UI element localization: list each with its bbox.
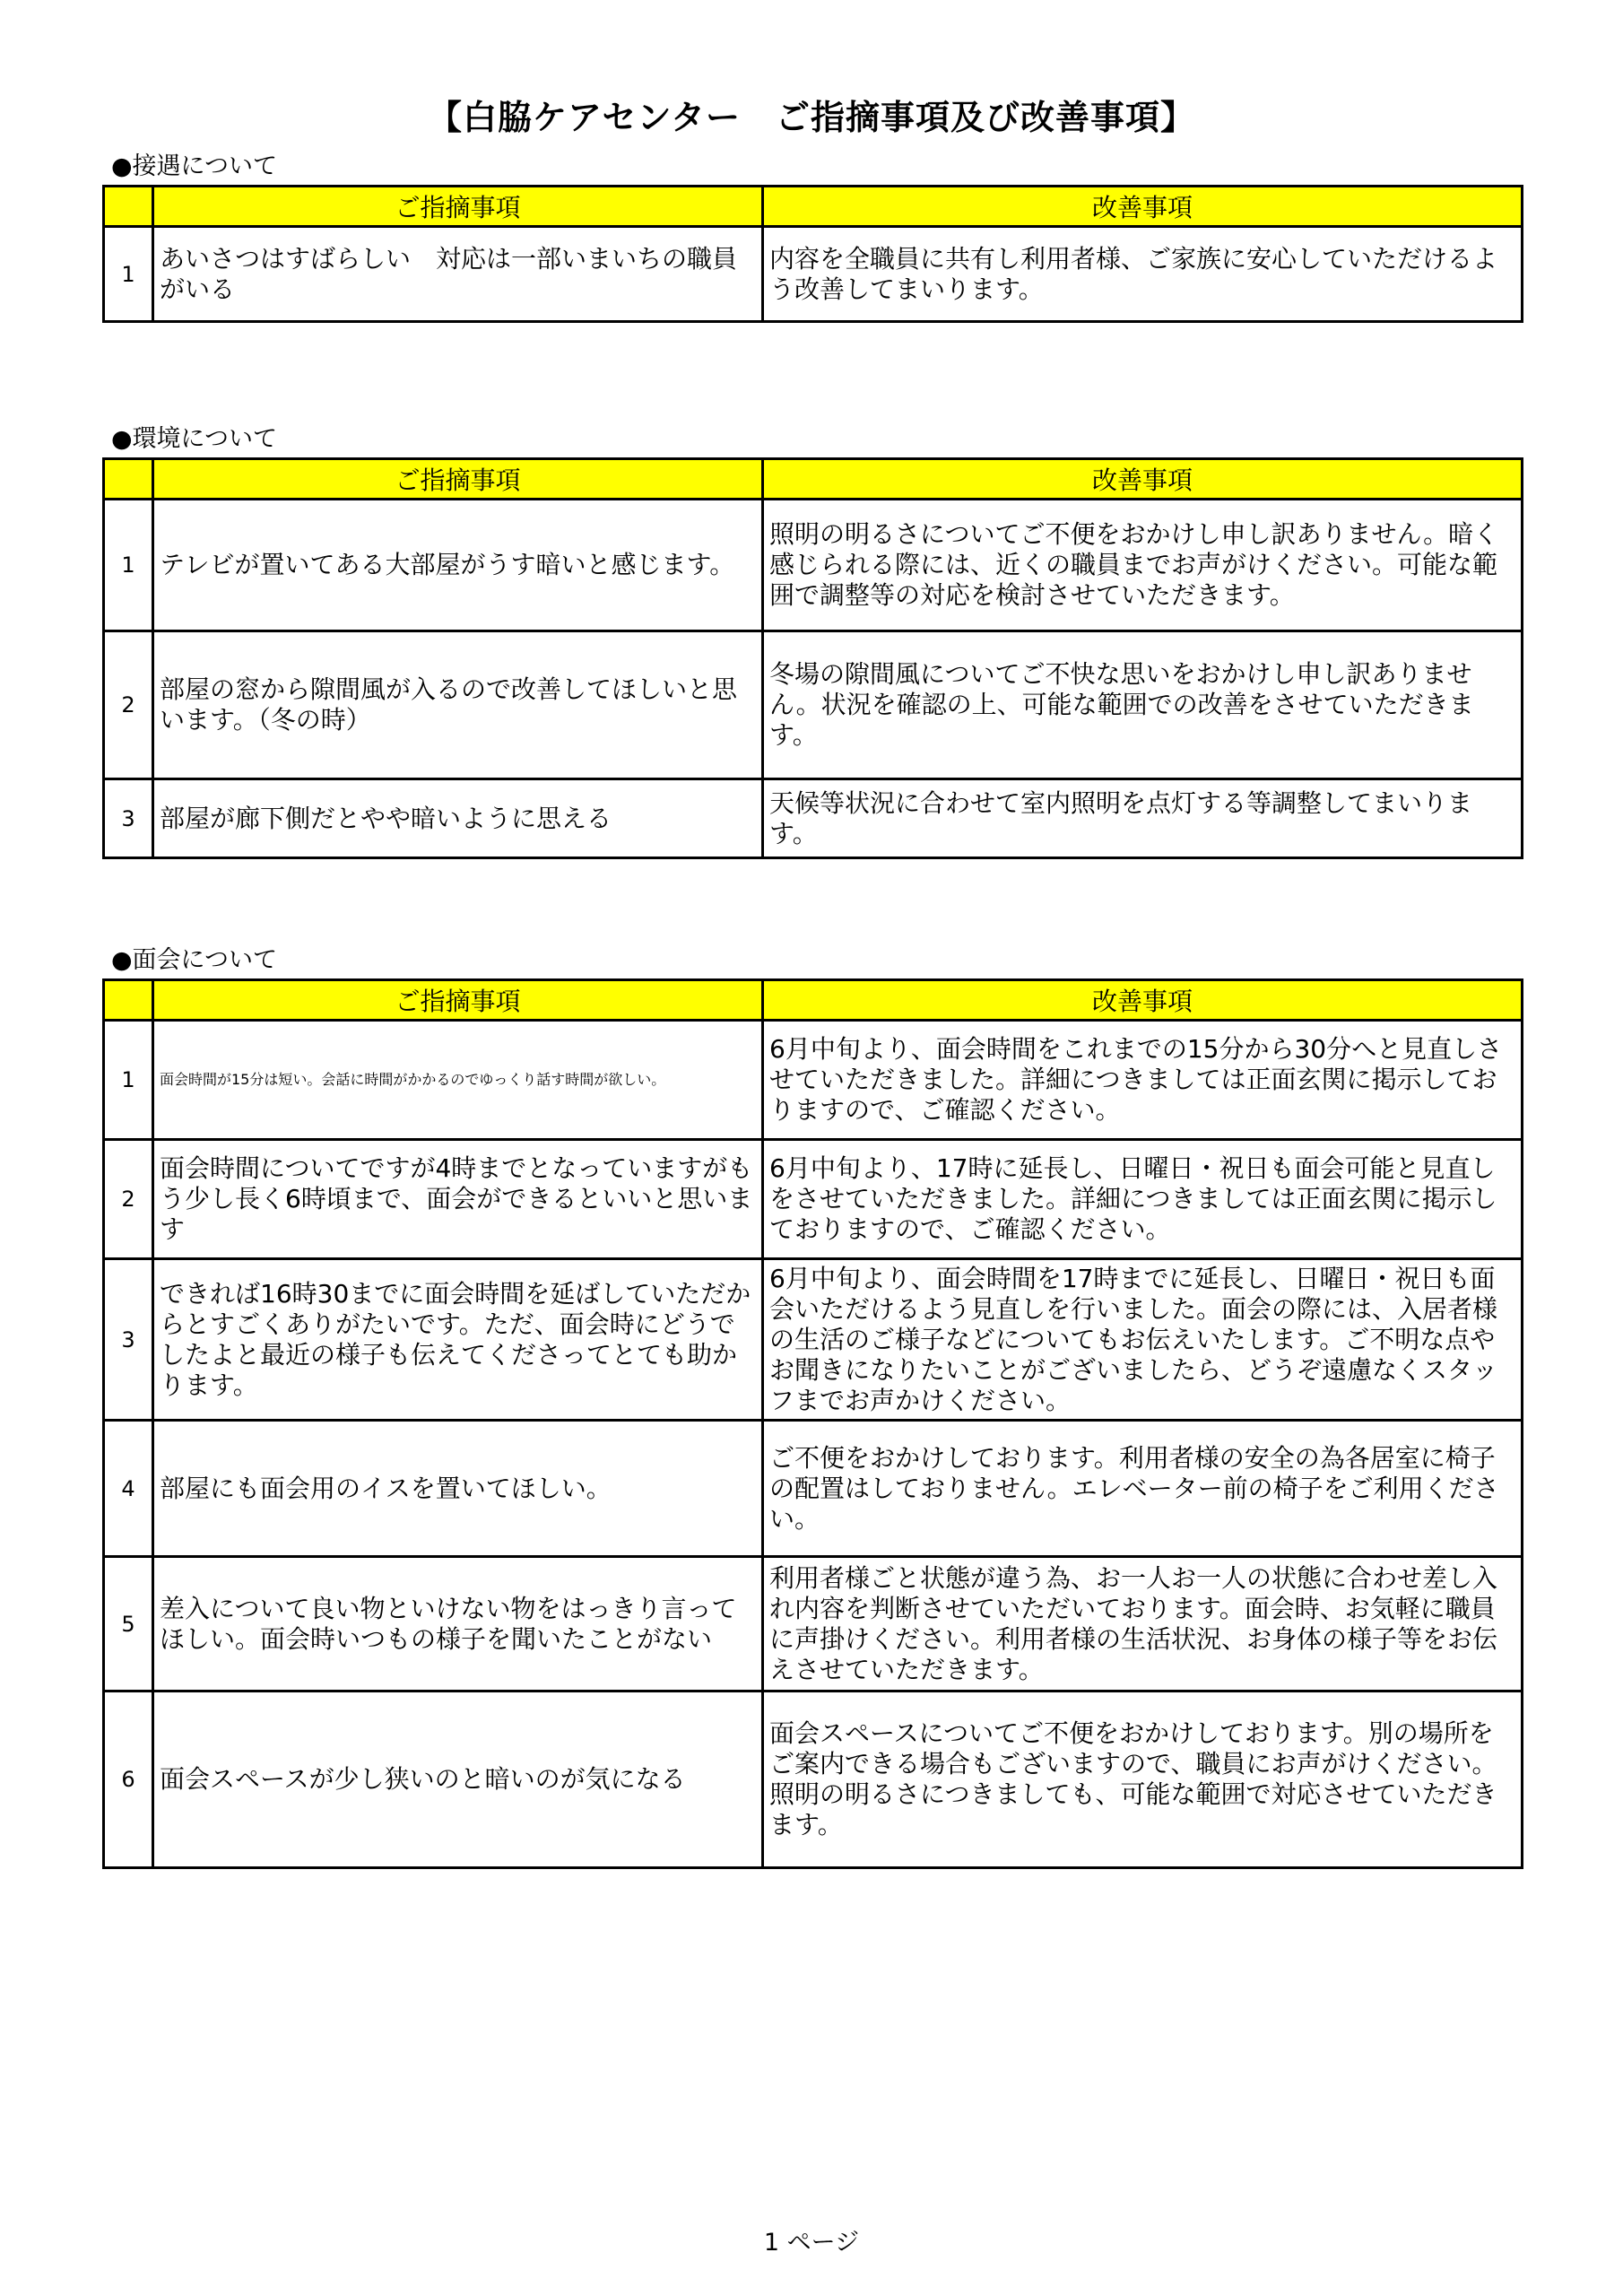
section-heading: ●接遇について (111, 152, 278, 180)
table-header-row (104, 980, 1523, 1021)
row-improvement: ご不便をおかけしております。利用者様の安全の為各居室に椅子の配置はしておりません。エレベーター前の椅子をご利用ください。 (763, 1421, 1523, 1557)
header-num-cell (104, 187, 153, 227)
feedback-table (102, 978, 1523, 1869)
table-row (104, 1421, 1523, 1557)
table-row (104, 1692, 1523, 1868)
table-row (104, 227, 1523, 322)
row-improvement: 6月中旬より、面会時間を17時までに延長し、日曜日・祝日も面会いただけるよう見直しを行いました。面会の際には、入居者様の生活のご様子などについてもお伝えいたします。ご不明な点やお聞きになりたいことがございましたら、どうぞ遠慮なくスタッフまでお声かけください。 (763, 1259, 1523, 1421)
header-improvement: 改善事項 (763, 980, 1523, 1021)
section-heading: ●面会について (111, 946, 278, 974)
row-number: 1 (104, 500, 153, 631)
table-row (104, 1140, 1523, 1259)
row-improvement: 内容を全職員に共有し利用者様、ご家族に安心していただけるよう改善してまいります。 (763, 227, 1523, 322)
row-improvement: 6月中旬より、17時に延長し、日曜日・祝日も面会可能と見直しをさせていただきました。詳細につきましては正面玄関に掲示しておりますので、ご確認ください。 (763, 1140, 1523, 1259)
feedback-table (102, 457, 1523, 859)
row-number: 1 (104, 1021, 153, 1140)
row-number: 2 (104, 1140, 153, 1259)
header-point: ご指摘事項 (153, 459, 763, 500)
row-improvement: 面会スペースについてご不便をおかけしております。別の場所をご案内できる場合もございますので、職員にお声がけください。照明の明るさにつきましても、可能な範囲で対応させていただきます。 (763, 1692, 1523, 1868)
table-row (104, 1259, 1523, 1421)
table-header-row (104, 187, 1523, 227)
page-title: 【白脇ケアセンター ご指摘事項及び改善事項】 (427, 98, 1196, 137)
row-number: 1 (104, 227, 153, 322)
table-header-row (104, 459, 1523, 500)
table-row (104, 500, 1523, 631)
header-improvement: 改善事項 (763, 459, 1523, 500)
table-row (104, 631, 1523, 779)
row-improvement: 利用者様ごと状態が違う為、お一人お一人の状態に合わせ差し入れ内容を判断させていただいております。面会時、お気軽に職員に声掛けください。利用者様の生活状況、お身体の様子等をお伝えさせていただきます。 (763, 1557, 1523, 1692)
section-visits (102, 943, 1521, 1869)
header-num-cell (104, 980, 153, 1021)
row-number: 6 (104, 1692, 153, 1868)
table-row (104, 1557, 1523, 1692)
row-number: 3 (104, 779, 153, 858)
row-number: 2 (104, 631, 153, 779)
header-num-cell (104, 459, 153, 500)
row-point: 部屋にも面会用のイスを置いてほしい。 (153, 1421, 763, 1557)
row-point: テレビが置いてある大部屋がうす暗いと感じます。 (153, 500, 763, 631)
page-number: 1 ページ (763, 2229, 860, 2257)
header-point: ご指摘事項 (153, 980, 763, 1021)
row-point: 面会スペースが少し狭いのと暗いのが気になる (153, 1692, 763, 1868)
row-point: 差入について良い物といけない物をはっきり言ってほしい。面会時いつもの様子を聞いたことがない (153, 1557, 763, 1692)
header-point: ご指摘事項 (153, 187, 763, 227)
row-improvement: 照明の明るさについてご不便をおかけし申し訳ありません。暗く感じられる際には、近くの職員までお声がけください。可能な範囲で調整等の対応を検討させていただきます。 (763, 500, 1523, 631)
row-number: 4 (104, 1421, 153, 1557)
row-point: 面会時間についてですが4時までとなっていますがもう少し長く6時頃まで、面会ができるといいと思います (153, 1140, 763, 1259)
table-row (104, 779, 1523, 858)
row-number: 5 (104, 1557, 153, 1692)
section-environment (102, 422, 1521, 859)
row-improvement: 冬場の隙間風についてご不快な思いをおかけし申し訳ありません。状況を確認の上、可能な範囲での改善をさせていただきます。 (763, 631, 1523, 779)
table-row (104, 1021, 1523, 1140)
feedback-table (102, 185, 1523, 323)
row-improvement: 天候等状況に合わせて室内照明を点灯する等調整してまいります。 (763, 779, 1523, 858)
header-improvement: 改善事項 (763, 187, 1523, 227)
row-number: 3 (104, 1259, 153, 1421)
section-heading: ●環境について (111, 425, 278, 453)
section-service (102, 149, 1521, 323)
row-point: 部屋の窓から隙間風が入るので改善してほしいと思います。（冬の時） (153, 631, 763, 779)
row-point: 部屋が廊下側だとやや暗いように思える (153, 779, 763, 858)
row-point: 面会時間が15分は短い。会話に時間がかかるのでゆっくり話す時間が欲しい。 (153, 1021, 763, 1140)
row-point: あいさつはすばらしい 対応は一部いまいちの職員がいる (153, 227, 763, 322)
row-point: できれば16時30までに面会時間を延ばしていただからとすごくありがたいです。ただ、面会時にどうでしたよと最近の様子も伝えてくださってとても助かります。 (153, 1259, 763, 1421)
row-improvement: 6月中旬より、面会時間をこれまでの15分から30分へと見直しさせていただきました。詳細につきましては正面玄関に掲示しておりますので、ご確認ください。 (763, 1021, 1523, 1140)
